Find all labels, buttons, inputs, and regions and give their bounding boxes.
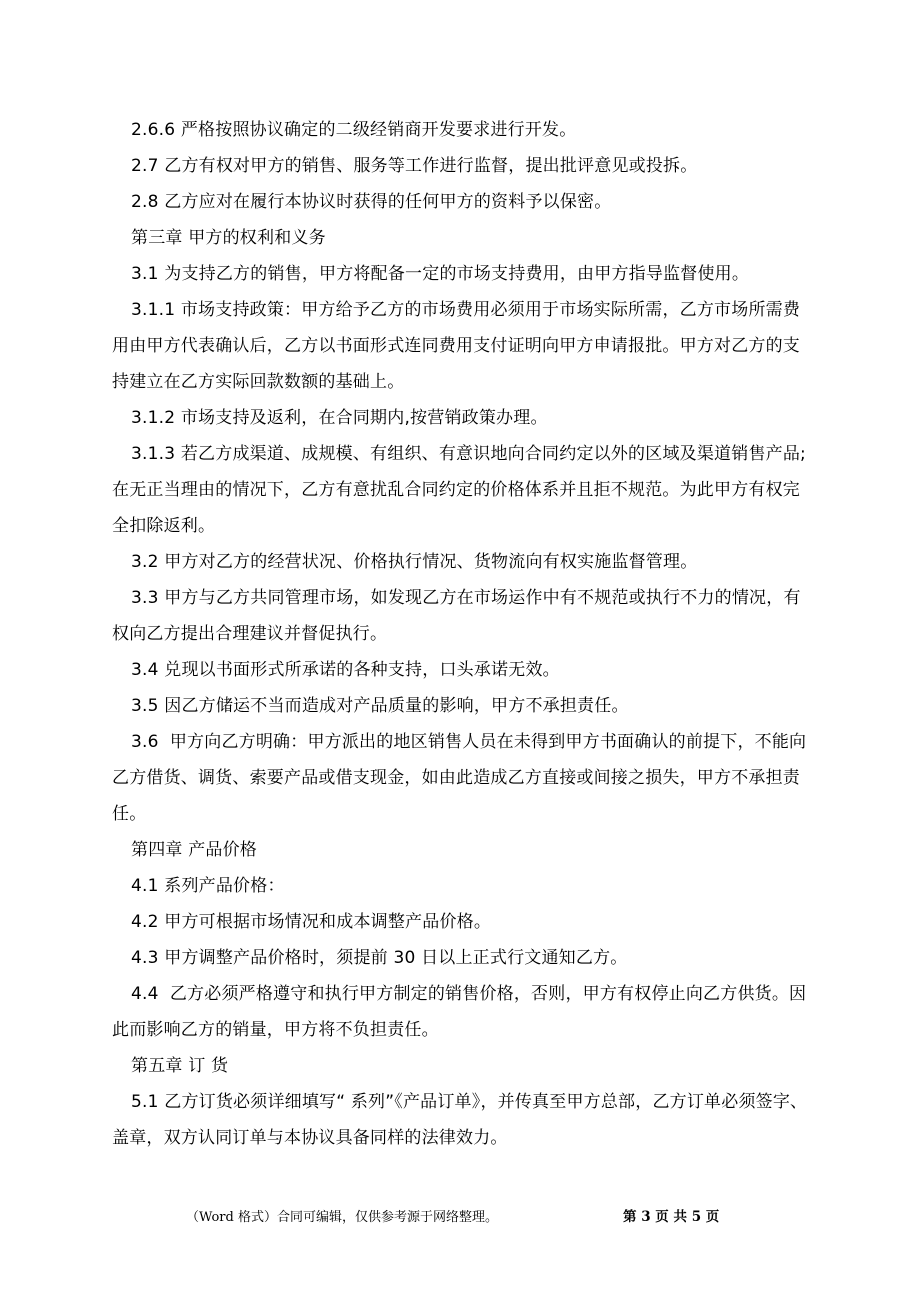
clause-3-4: 3.4 兑现以书面形式所承诺的各种支持，口头承诺无效。: [131, 660, 560, 680]
clause-4-4: 4.4 乙方必须严格遵守和执行甲方制定的销售价格，否则，甲方有权停止向乙方供货。因此而影响乙方的销量，甲方将不负担责任。: [112, 984, 807, 1040]
page-footer: [0, 1202, 920, 1226]
clause-3-6: 3.6 甲方向乙方明确：甲方派出的地区销售人员在未得到甲方书面确认的前提下，不能向乙方借货、调货、索要产品或借支现金，如由此造成乙方直接或间接之损失，甲方不承担责任。: [112, 732, 807, 824]
clause-3-3: 3.3 甲方与乙方共同管理市场，如发现乙方在市场运作中有不规范或执行不力的情况，有权向乙方提出合理建议并督促执行。: [112, 588, 801, 644]
clause-3-2: 3.2 甲方对乙方的经营状况、价格执行情况、货物流向有权实施监督管理。: [131, 552, 698, 572]
clause-4-1: 4.1 系列产品价格：: [131, 876, 285, 896]
clause-2-8: 2.8 乙方应对在履行本协议时获得的任何甲方的资料予以保密。: [131, 192, 612, 212]
clause-3-1-1: 3.1.1 市场支持政策：甲方给予乙方的市场费用必须用于市场实际所需，乙方市场所需费用由甲方代表确认后，乙方以书面形式连同费用支付证明向甲方申请报批。甲方对乙方的支持建立在乙方实际回款数额的基础上。: [112, 300, 801, 392]
clause-4-3: 4.3 甲方调整产品价格时，须提前 30 日以上正式行文通知乙方。: [131, 948, 628, 968]
clause-3-1: 3.1 为支持乙方的销售，甲方将配备一定的市场支持费用，由甲方指导监督使用。: [131, 264, 750, 284]
clause-5-1: 5.1 乙方订货必须详细填写“ 系列”《产品订单》，并传真至甲方总部，乙方订单必须签字、盖章，双方认同订单与本协议具备同样的法律效力。: [112, 1092, 808, 1148]
clause-2-6-6: 2.6.6 严格按照协议确定的二级经销商开发要求进行开发。: [131, 120, 577, 140]
page-number: 第 3 页 共 5 页: [623, 1209, 720, 1225]
chapter-4-heading: 第四章 产品价格: [131, 840, 258, 860]
clause-3-1-2: 3.1.2 市场支持及返利，在合同期内,按营销政策办理。: [131, 408, 548, 428]
document-body: [112, 112, 812, 1156]
clause-2-7: 2.7 乙方有权对甲方的销售、服务等工作进行监督，提出批评意见或投拆。: [131, 156, 698, 176]
clause-3-5: 3.5 因乙方储运不当而造成对产品质量的影响，甲方不承担责任。: [131, 696, 629, 716]
chapter-3-heading: 第三章 甲方的权利和义务: [131, 228, 326, 248]
footer-note: （Word 格式）合同可编辑，仅供参考源于网络整理。: [186, 1210, 498, 1225]
clause-4-2: 4.2 甲方可根据市场情况和成本调整产品价格。: [131, 912, 492, 932]
clause-3-1-3: 3.1.3 若乙方成渠道、成规模、有组织、有意识地向合同约定以外的区域及渠道销售产品;在无正当理由的情况下，乙方有意扰乱合同约定的价格体系并且拒不规范。为此甲方有权完全扣除返利。: [112, 444, 806, 536]
chapter-5-heading: 第五章 订 货: [131, 1056, 229, 1076]
